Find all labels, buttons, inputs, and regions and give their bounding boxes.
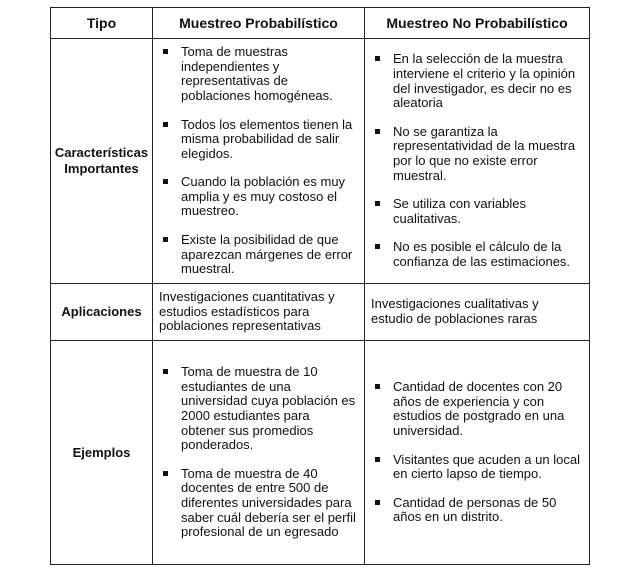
bullet-list: [153, 45, 364, 277]
list-item: [161, 45, 356, 103]
bullet-square-icon: [163, 471, 168, 476]
bullet-square-icon: [375, 384, 380, 389]
cell-text: Investigaciones cualitativas y estudio de poblaciones raras: [371, 296, 539, 326]
cell-text: Investigaciones cuantitativas y estudios estadísticos para poblaciones representativas: [159, 289, 335, 334]
caracteristicas-probabilistico-cell: [153, 39, 365, 284]
bullet-list: [365, 52, 589, 269]
list-item: [373, 197, 581, 226]
bullet-square-icon: [163, 237, 168, 242]
list-item-text: Toma de muestras independientes y representativas de poblaciones homogéneas.: [181, 44, 333, 103]
row-label-line: Características: [54, 145, 149, 160]
header-probabilistico: Muestreo Probabilístico: [153, 8, 365, 39]
bullet-list: [153, 365, 364, 540]
list-item-text: Cuando la población es muy amplia y es muy costoso el muestreo.: [181, 174, 346, 219]
bullet-square-icon: [163, 122, 168, 127]
caracteristicas-no-probabilistico-cell: [365, 39, 590, 284]
list-item-text: Visitantes que acuden a un local en cierto lapso de tiempo.: [393, 451, 580, 482]
row-label-line: Importantes: [64, 161, 139, 176]
aplicaciones-probabilistico-cell: [153, 284, 365, 341]
list-item: [161, 175, 356, 219]
list-item: [373, 125, 581, 183]
bullet-square-icon: [163, 49, 168, 54]
row-label-ejemplos: Ejemplos: [51, 341, 153, 565]
list-item-text: Cantidad de personas de 50 años en un distrito.: [393, 494, 557, 525]
row-aplicaciones: [51, 284, 590, 341]
bullet-square-icon: [375, 129, 380, 134]
list-item: [161, 118, 356, 162]
row-label-caracteristicas: [51, 39, 153, 284]
row-ejemplos: [51, 341, 590, 565]
aplicaciones-no-probabilistico-cell: [365, 284, 590, 341]
bullet-square-icon: [375, 500, 380, 505]
bullet-square-icon: [375, 244, 380, 249]
list-item: [373, 240, 581, 269]
list-item: [161, 365, 356, 453]
bullet-square-icon: [163, 369, 168, 374]
bullet-square-icon: [375, 457, 380, 462]
list-item: [373, 453, 581, 482]
header-no-probabilistico: Muestreo No Probabilístico: [365, 8, 590, 39]
list-item-text: Cantidad de docentes con 20 años de experiencia y con estudios de postgrado en una universidad.: [393, 379, 565, 438]
list-item: [373, 496, 581, 525]
list-item-text: Toma de muestra de 10 estudiantes de una universidad cuya población es 2000 estudiantes para obtener sus promedios ponderados.: [181, 364, 356, 453]
row-label-aplicaciones: Aplicaciones: [51, 284, 153, 341]
bullet-square-icon: [163, 179, 168, 184]
list-item-text: Se utiliza con variables cualitativas.: [393, 196, 526, 226]
list-item: [373, 52, 581, 110]
ejemplos-probabilistico-cell: [153, 341, 365, 565]
bullet-square-icon: [375, 56, 380, 61]
header-row: [51, 8, 590, 39]
sampling-comparison-table: [50, 7, 590, 565]
bullet-list: [365, 380, 589, 525]
list-item-text: No se garantiza la representatividad de la muestra por lo que no existe error muestral.: [393, 123, 576, 183]
list-item: [161, 233, 356, 277]
list-item-text: Toma de muestra de 40 docentes de entre 500 de diferentes universidades para saber cuál debería ser el perfil profesional de un egresado: [181, 465, 356, 540]
ejemplos-no-probabilistico-cell: [365, 341, 590, 565]
list-item-text: En la selección de la muestra interviene el criterio y la opinión del investigador, es decir no es aleatoria: [393, 51, 576, 111]
header-tipo: Tipo: [51, 8, 153, 39]
list-item: [161, 467, 356, 540]
row-caracteristicas: [51, 39, 590, 284]
bullet-square-icon: [375, 201, 380, 206]
list-item: [373, 380, 581, 438]
list-item-text: No es posible el cálculo de la confianza de las estimaciones.: [393, 239, 571, 269]
list-item-text: Existe la posibilidad de que aparezcan márgenes de error muestral.: [181, 232, 353, 277]
list-item-text: Todos los elementos tienen la misma probabilidad de salir elegidos.: [181, 116, 353, 161]
